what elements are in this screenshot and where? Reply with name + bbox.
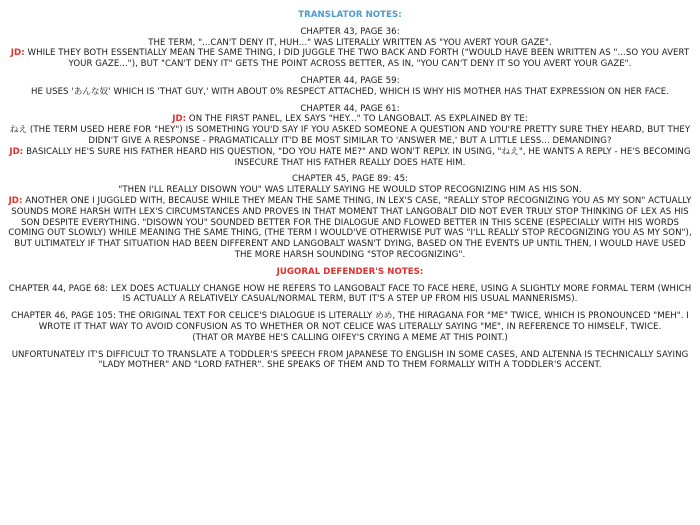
jd-tag: JD: — [9, 146, 24, 157]
jd-tag: JD: — [10, 48, 25, 59]
note-text: BASICALLY HE'S SURE HIS FATHER HEARD HIS QUESTION, "DO YOU HATE ME?" AND WON'T REPLY. IN USING, "ねえ", HE WANTS A REPLY - HE'S BECOMING INSECURE THAT HIS FATHER REALLY DOES HATE HIM. — [26, 146, 691, 168]
defender-paragraph: CHAPTER 44, PAGE 68: LEX DOES ACTUALLY CHANGE HOW HE REFERS TO LANGOBALT FACE TO FACE HERE, USING A SLIGHTLY MORE FORMAL TERM (WHICH IS ACTUALLY A RELATIVELY CASUAL/NORMAL TERM, BUT IT'S A STEP UP FROM HIS USUAL MANNERISMS). — [8, 283, 692, 305]
defender-note-2 — [6, 311, 694, 343]
note-text: ANOTHER ONE I JUGGLED WITH, BECAUSE WHILE THEY MEAN THE SAME THING, IN LEX'S CASE, "REALLY STOP RECOGNIZING YOU AS MY SON" ACTUALLY SOUNDS MORE HARSH WITH LEX'S CIRCUMSTANCES AND PROVES IN THAT MOMENT THAT LANGOBALT DID NOT EVER TRULY STOP THINKING OF LEX AS HIS SON DESPITE EVERYTHING. "DISOWN YOU" SOUNDED BETTER FOR THE DIALOGUE AND FLOWED BETTER IN THIS SCENE (ESPECIALLY WITH HIS WORDS COMING OUT SLOWLY) WHILE MEANING THE SAME THING, (THE TERM I WOULD'VE OTHERWISE PUT WAS "I'LL REALLY STOP RECOGNIZING YOU AS MY SON"), BUT ULTIMATELY IF THAT SITUATION HAD BEEN DIFFERENT AND LANGOBALT WASN'T DYING, BASED ON THE EVENTS UP UNTIL THEN, I WOULD HAVE USED THE MORE HARSH SOUNDING "STOP RECOGNIZING". — [8, 195, 692, 260]
note-line — [6, 87, 694, 98]
note-reference: CHAPTER 44, PAGE 59: — [300, 75, 400, 86]
note-line — [6, 114, 694, 125]
note-reference: CHAPTER 44, PAGE 61: — [300, 103, 400, 114]
note-line — [6, 48, 694, 70]
note-text: ON THE FIRST PANEL, LEX SAYS "HEY..." TO LANGOBALT. AS EXPLAINED BY TE: — [188, 114, 528, 125]
note-line — [6, 196, 694, 261]
note-text: WHILE THEY BOTH ESSENTIALLY MEAN THE SAME THING, I DID JUGGLE THE TWO BACK AND FORTH ("WOULD HAVE BEEN WRITTEN AS "...SO YOU AVERT YOUR GAZE..."), BUT "CAN'T DENY IT" GETS THE POINT ACROSS BETTER, AS IN, "YOU CAN'T DENY IT SO YOU AVERT YOUR GAZE". — [27, 48, 690, 70]
note-text: HE USES 'あんな奴' WHICH IS 'THAT GUY,' WITH ABOUT 0% RESPECT ATTACHED, WHICH IS WHY HIS MOTHER HAS THAT EXPRESSION ON HER FACE. — [30, 86, 670, 97]
defender-paragraph: UNFORTUNATELY IT'S DIFFICULT TO TRANSLATE A TODDLER'S SPEECH FROM JAPANESE TO ENGLISH IN SOME CASES, AND ALTENNA IS TECHNICALLY SAYING "LADY MOTHER" AND "LORD FATHER". SHE SPEAKS OF THEM AND TO THEM FORMALLY WITH A TODDLER'S ACCENT. — [11, 349, 689, 371]
defender-note-1 — [6, 284, 694, 306]
note-text: ねえ (THE TERM USED HERE FOR "HEY") IS SOMETHING YOU'D SAY IF YOU ASKED SOMEONE A QUESTION AND YOU'RE PRETTY SURE THEY HEARD, BUT THEY DIDN'T GIVE A RESPONSE - PRAGMATICALLY IT'D BE MOST SIMILAR TO 'ANSWER ME,' BUT A LITTLE LESS... DEMANDING? — [9, 125, 691, 146]
jd-tag: JD: — [172, 114, 187, 125]
note-ch45-p89 — [6, 174, 694, 260]
note-ch43-p36 — [6, 27, 694, 70]
note-reference: CHAPTER 45, PAGE 89: 45: — [291, 174, 409, 185]
note-text: THE TERM, "...CAN'T DENY IT, HUH..." WAS LITERALLY WRITTEN AS "YOU AVERT YOUR GAZE". — [148, 37, 552, 48]
jd-tag: JD: — [8, 195, 23, 206]
defender-notes-heading: JUGORAL DEFENDER'S NOTES: — [276, 266, 424, 277]
translator-notes-heading: TRANSLATOR NOTES: — [298, 10, 402, 20]
defender-paragraph: CHAPTER 46, PAGE 105: THE ORIGINAL TEXT FOR CELICE'S DIALOGUE IS LITERALLY めめ, THE HIRAGANA FOR "ME" TWICE, WHICH IS PRONOUNCED "MEH". I WROTE IT THAT WAY TO AVOID CONFUSION AS TO WHETHER OR NOT CELICE WAS LITERALLY SAYING "ME", IN REFERENCE TO HIMSELF, TWICE. (THAT OR MAYBE HE'S CALLING OIFEY'S CRYING A MEME AT THIS POINT.) — [11, 311, 689, 343]
note-text: "THEN I'LL REALLY DISOWN YOU" WAS LITERALLY SAYING HE WOULD STOP RECOGNIZING HIM AS HIS SON. — [118, 185, 582, 196]
defender-note-3 — [6, 350, 694, 372]
note-line — [6, 38, 694, 49]
note-line — [6, 125, 694, 147]
note-reference: CHAPTER 43, PAGE 36: — [300, 26, 400, 37]
note-ch44-p59 — [6, 76, 694, 98]
note-line — [6, 147, 694, 169]
note-line — [6, 185, 694, 196]
note-ch44-p61 — [6, 104, 694, 169]
